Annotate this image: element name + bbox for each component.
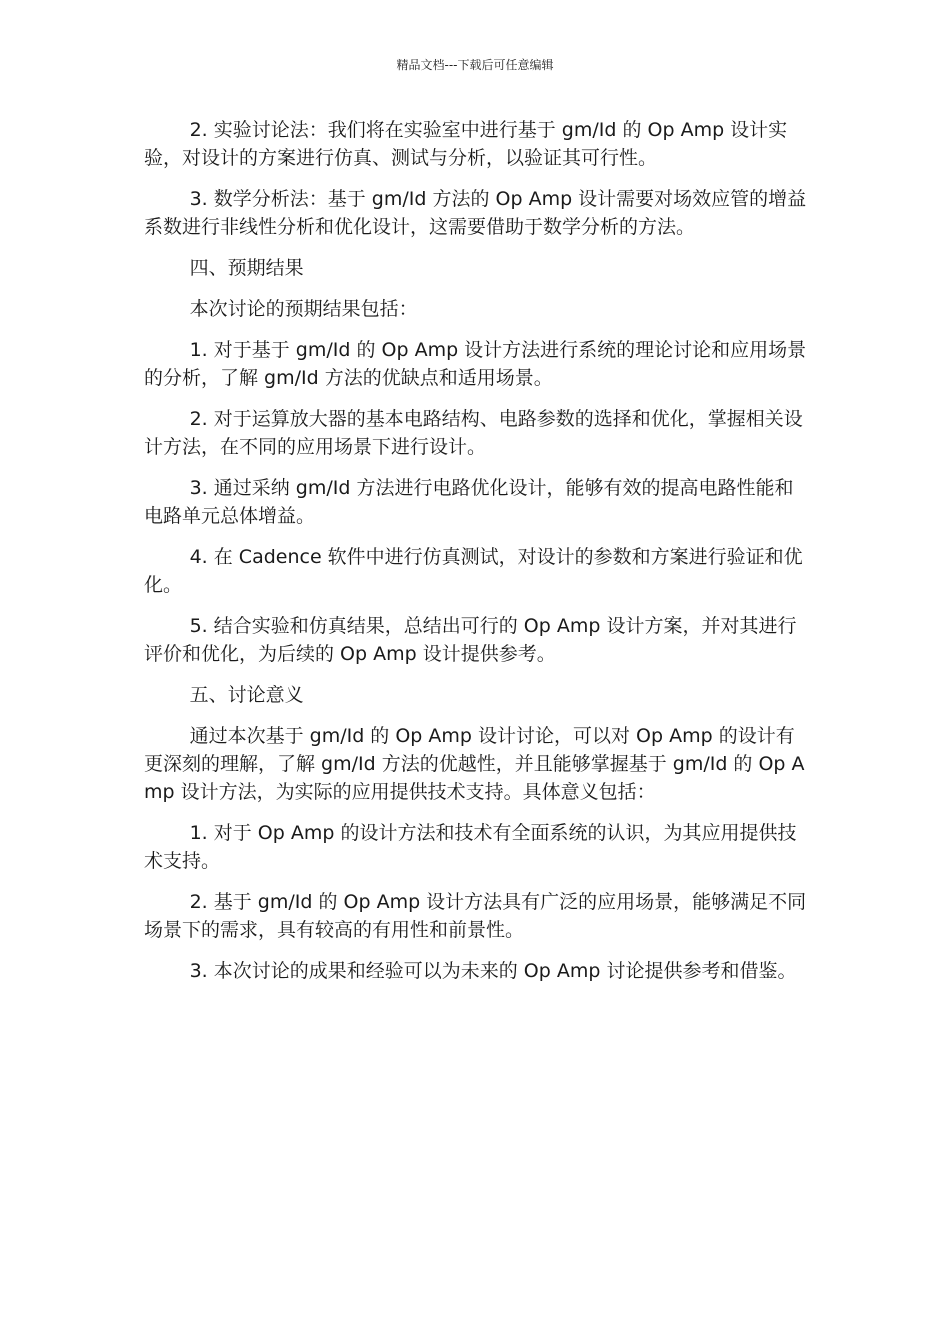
paragraph-result-1: 1. 对于基于 gm/Id 的 Op Amp 设计方法进行系统的理论讨论和应用场景的分析，了解 gm/Id 方法的优缺点和适用场景。 bbox=[144, 339, 807, 389]
paragraph-significance-2: 2. 基于 gm/Id 的 Op Amp 设计方法具有广泛的应用场景，能够满足不同场景下的需求，具有较高的有用性和前景性。 bbox=[144, 891, 807, 941]
paragraph-results-intro: 本次讨论的预期结果包括： bbox=[189, 298, 418, 320]
paragraph-result-4: 4. 在 Cadence 软件中进行仿真测试，对设计的参数和方案进行验证和优化。 bbox=[144, 546, 803, 596]
paragraph-result-2: 2. 对于运算放大器的基本电路结构、电路参数的选择和优化，掌握相关设计方法，在不同的应用场景下进行设计。 bbox=[144, 408, 803, 458]
paragraph-method-math: 3. 数学分析法：基于 gm/Id 方法的 Op Amp 设计需要对场效应管的增益系数进行非线性分析和优化设计，这需要借助于数学分析的方法。 bbox=[144, 188, 807, 238]
section-heading-expected-results: 四、预期结果 bbox=[189, 257, 304, 279]
paragraph-significance-intro: 通过本次基于 gm/Id 的 Op Amp 设计讨论，可以对 Op Amp 的设计有更深刻的理解，了解 gm/Id 方法的优越性，并且能够掌握基于 gm/Id 的 Op Amp 设计方法，为实际的应用提供技术支持。具体意义包括： bbox=[144, 725, 805, 803]
paragraph-result-3: 3. 通过采纳 gm/Id 方法进行电路优化设计，能够有效的提高电路性能和电路单元总体增益。 bbox=[144, 477, 794, 527]
page-header: 精品文档---下载后可任意编辑 bbox=[396, 58, 554, 72]
paragraph-significance-3: 3. 本次讨论的成果和经验可以为未来的 Op Amp 讨论提供参考和借鉴。 bbox=[189, 960, 797, 982]
paragraph-method-experiment: 2. 实验讨论法：我们将在实验室中进行基于 gm/Id 的 Op Amp 设计实验，对设计的方案进行仿真、测试与分析，以验证其可行性。 bbox=[144, 119, 788, 169]
paragraph-significance-1: 1. 对于 Op Amp 的设计方法和技术有全面系统的认识，为其应用提供技术支持。 bbox=[144, 822, 797, 872]
paragraph-result-5: 5. 结合实验和仿真结果，总结出可行的 Op Amp 设计方案，并对其进行评价和优化，为后续的 Op Amp 设计提供参考。 bbox=[144, 615, 797, 665]
document-body bbox=[144, 116, 808, 998]
section-heading-significance: 五、讨论意义 bbox=[189, 684, 304, 706]
